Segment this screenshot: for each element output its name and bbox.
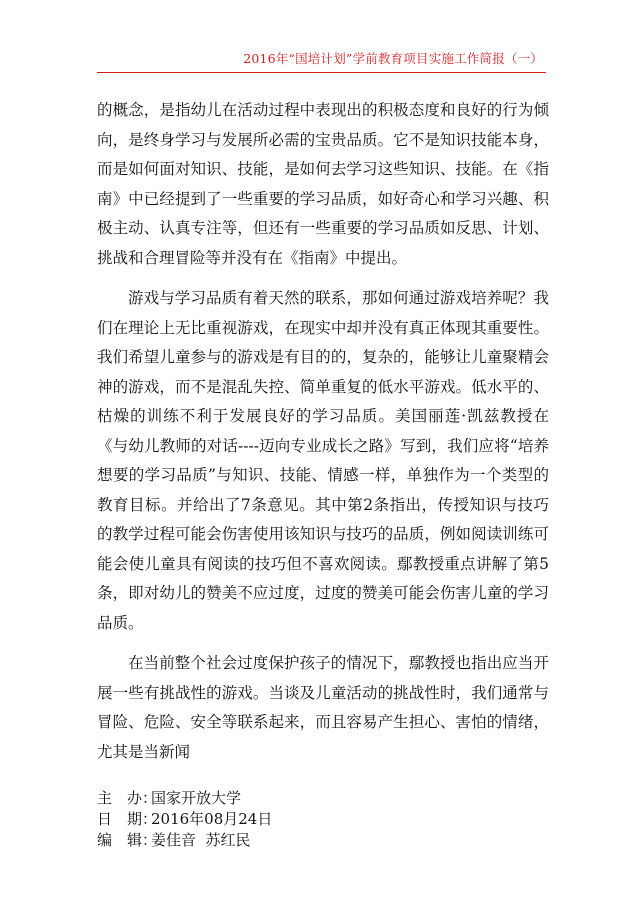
organizer-value: 国家开放大学 [151, 789, 242, 807]
footer-editor [97, 830, 272, 851]
page-header-title: 2016年“国培计划”学前教育项目实施工作简报（一） [243, 51, 543, 66]
paragraph-games-learning: 游戏与学习品质有着天然的联系，那如何通过游戏培养呢？我们在理论上无比重视游戏，在现实中却并没有真正体现其重要性。我们希望儿童参与的游戏是有目的的，复杂的，能够让儿童聚精会神的游戏，而不是混乱失控、简单重复的低水平游戏。低水平的、枯燥的训练不利于发展良好的学习品质。美国丽莲·凯兹教授在《与幼儿教师的对话----迈向专业成长之路》写到，我们应将“培养想要的学习品质”与知识、技能、情感一样，单独作为一个类型的教育目标。并给出了7条意见。其中第2条指出，传授知识与技巧的教学过程可能会伤害使用该知识与技巧的品质，例如阅读训练可能会使儿童具有阅读的技巧但不喜欢阅读。鄢教授重点讲解了第5条，即对幼儿的赞美不应过度，过度的赞美可能会伤害儿童的学习品质。 [97, 289, 549, 632]
header-divider [97, 72, 546, 73]
paragraph-challenge: 在当前整个社会过度保护孩子的情况下，鄢教授也指出应当开展一些有挑战性的游戏。当谈及儿童活动的挑战性时，我们通常与冒险、危险、安全等联系起来，而且容易产生担心、害怕的情绪，尤其是当新闻 [97, 654, 549, 761]
paragraph-continued: 的概念，是指幼儿在活动过程中表现出的积极态度和良好的行为倾向，是终身学习与发展所必需的宝贵品质。它不是知识技能本身，而是如何面对知识、技能，是如何去学习这些知识、技能。在《指南》中已经提到了一些重要的学习品质，如好奇心和学习兴趣、积极主动、认真专注等，但还有一些重要的学习品质如反思、计划、挑战和合理冒险等并没有在《指南》中提出。 [97, 101, 549, 267]
organizer-label: 主 办： [97, 789, 158, 807]
date-label: 日 期： [97, 810, 158, 828]
date-value: 2016年08月24日 [151, 810, 273, 828]
editor-value: 姜佳音 苏红民 [151, 831, 251, 849]
footer-organizer [97, 788, 272, 809]
footer-info [97, 788, 272, 851]
editor-label: 编 辑： [97, 831, 158, 849]
footer-date [97, 809, 272, 830]
article-body [97, 96, 549, 778]
